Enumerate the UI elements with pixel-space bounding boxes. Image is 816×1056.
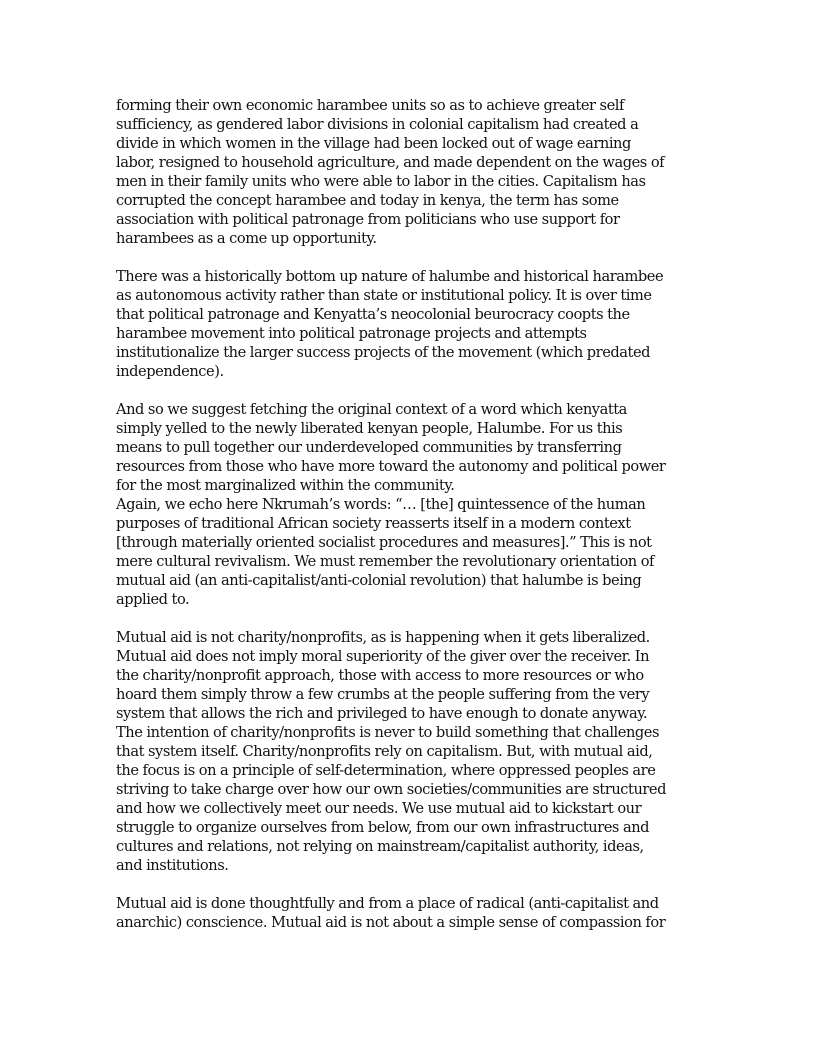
text-line: applied to.: [116, 591, 190, 608]
text-line: hoard them simply throw a few crumbs at the people suffering from the very: [116, 686, 650, 703]
text-line: for the most marginalized within the community.: [116, 477, 455, 494]
text-line: the focus is on a principle of self-determination, where oppressed peoples are: [116, 762, 656, 779]
text-line: Mutual aid is not charity/nonprofits, as is happening when it gets liberalized.: [116, 629, 650, 646]
text-line: [through materially oriented socialist procedures and measures].” This is not: [116, 534, 652, 551]
paragraph-3: [116, 400, 716, 609]
text-line: resources from those who have more toward the autonomy and political power: [116, 458, 666, 475]
paragraph-spacer: [116, 248, 716, 267]
text-line: that system itself. Charity/nonprofits rely on capitalism. But, with mutual aid,: [116, 743, 653, 760]
paragraph-spacer: [116, 875, 716, 894]
text-line: labor, resigned to household agriculture, and made dependent on the wages of: [116, 154, 665, 171]
text-line: harambee movement into political patronage projects and attempts: [116, 325, 587, 342]
paragraph-spacer: [116, 381, 716, 400]
text-line: forming their own economic harambee units so as to achieve greater self: [116, 97, 624, 114]
text-line: corrupted the concept harambee and today in kenya, the term has some: [116, 192, 619, 209]
text-line: association with political patronage from politicians who use support for: [116, 211, 620, 228]
text-line: purposes of traditional African society reasserts itself in a modern context: [116, 515, 631, 532]
text-line: There was a historically bottom up nature of halumbe and historical harambee: [116, 268, 664, 285]
text-line: striving to take charge over how our own societies/communities are structured: [116, 781, 666, 798]
paragraph-1: [116, 96, 716, 248]
text-line: Mutual aid is done thoughtfully and from a place of radical (anti-capitalist and: [116, 895, 659, 912]
text-line: struggle to organize ourselves from below, from our own infrastructures and: [116, 819, 650, 836]
text-line: cultures and relations, not relying on mainstream/capitalist authority, ideas,: [116, 838, 644, 855]
paragraph-4: [116, 628, 716, 875]
text-line: that political patronage and Kenyatta’s neocolonial beurocracy coopts the: [116, 306, 630, 323]
text-line: harambees as a come up opportunity.: [116, 230, 377, 247]
text-line: simply yelled to the newly liberated kenyan people, Halumbe. For us this: [116, 420, 623, 437]
text-line: the charity/nonprofit approach, those with access to more resources or who: [116, 667, 644, 684]
paragraph-5: [116, 894, 716, 932]
text-line: as autonomous activity rather than state or institutional policy. It is over time: [116, 287, 652, 304]
text-line: divide in which women in the village had been locked out of wage earning: [116, 135, 631, 152]
text-line: men in their family units who were able to labor in the cities. Capitalism has: [116, 173, 646, 190]
text-line: institutionalize the larger success projects of the movement (which predated: [116, 344, 651, 361]
paragraph-spacer: [116, 609, 716, 628]
text-line: The intention of charity/nonprofits is never to build something that challenges: [116, 724, 660, 741]
text-line: Mutual aid does not imply moral superiority of the giver over the receiver. In: [116, 648, 650, 665]
text-line: and how we collectively meet our needs. We use mutual aid to kickstart our: [116, 800, 642, 817]
text-line: anarchic) conscience. Mutual aid is not about a simple sense of compassion for: [116, 914, 666, 931]
text-line: mere cultural revivalism. We must remember the revolutionary orientation of: [116, 553, 655, 570]
text-line: independence).: [116, 363, 224, 380]
text-line: Again, we echo here Nkrumah’s words: “… [the] quintessence of the human: [116, 496, 646, 513]
text-line: mutual aid (an anti-capitalist/anti-colonial revolution) that halumbe is being: [116, 572, 642, 589]
text-line: And so we suggest fetching the original context of a word which kenyatta: [116, 401, 627, 418]
paragraph-2: [116, 267, 716, 381]
text-line: and institutions.: [116, 857, 229, 874]
document-body: [116, 96, 716, 932]
text-line: system that allows the rich and privileged to have enough to donate anyway.: [116, 705, 648, 722]
text-line: sufficiency, as gendered labor divisions in colonial capitalism had created a: [116, 116, 639, 133]
text-line: means to pull together our underdeveloped communities by transferring: [116, 439, 622, 456]
